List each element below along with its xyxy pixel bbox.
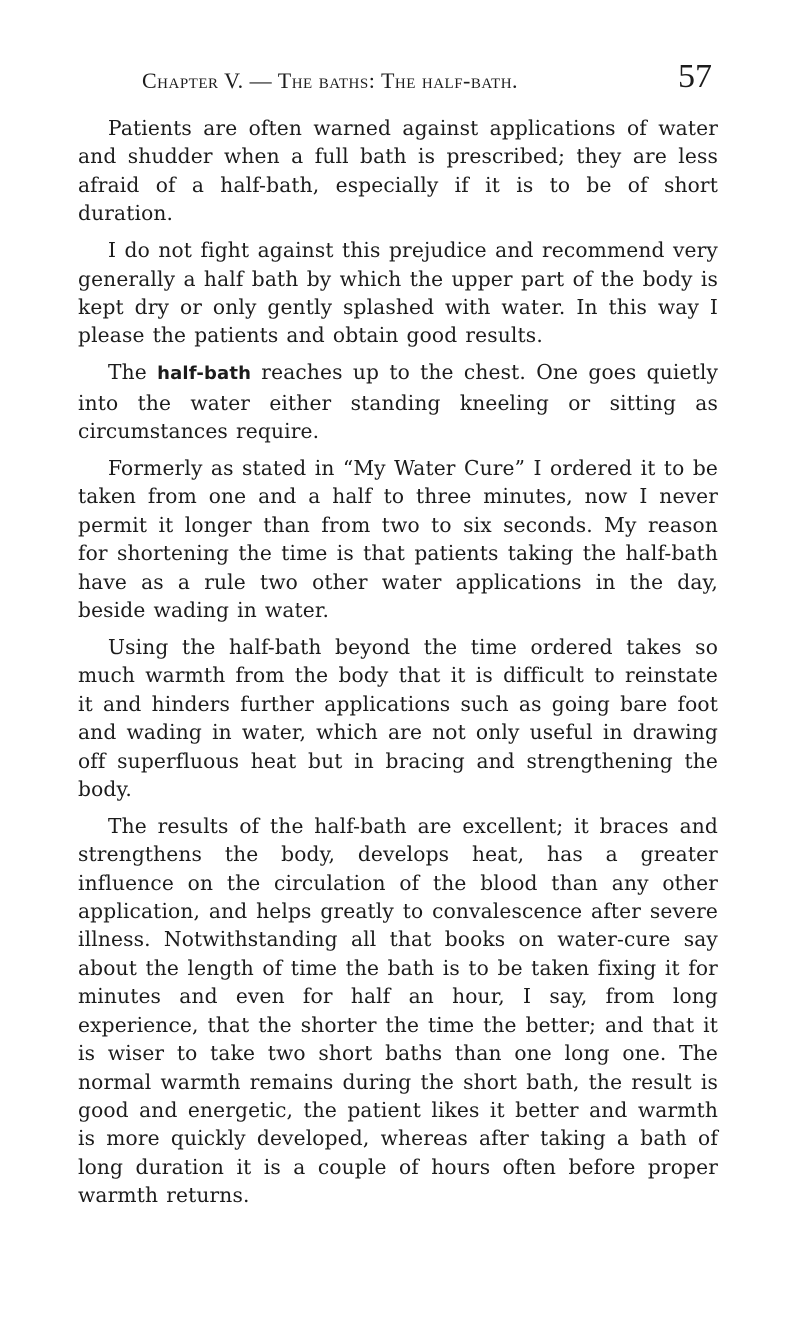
bold-term-half-bath: half-bath — [157, 363, 252, 385]
running-head-separator: — — [249, 68, 273, 93]
paragraph-3-rest: reaches up to the chest. One goes quietly into the water either standing kneeling or sitting as circumstances require. — [78, 360, 718, 444]
paragraph-2: I do not fight against this prejudice and recommend very generally a half bath by which the upper part of the body is kept dry or only gently splashed with water. In this way I please the patients and obtain good results. — [78, 238, 718, 348]
page-number: 57 — [678, 58, 712, 95]
paragraph-6: The results of the half-bath are excellent; it braces and strengthens the body, develops heat, has a greater influence on the circulation of the blood than any other application, and helps greatly to convalescence after severe illness. Notwithstanding all that books on water-cure say about the length of time the bath is to be taken fixing it for minutes and even for half an hour, I say, from long experience, that the shorter the time the better; and that it is wiser to take two short baths than one long one. The normal warmth remains during the short bath, the result is good and energetic, the patient likes it better and warmth is more quickly developed, whereas after taking a bath of long duration it is a couple of hours often before proper warmth returns. — [78, 813, 718, 1208]
section-title: The baths: The half-bath. — [277, 68, 519, 93]
running-head-title — [142, 68, 518, 94]
paragraph-3-lead: The — [108, 360, 158, 385]
paragraph-3 — [78, 358, 718, 445]
paragraph-1: Patients are often warned against applications of water and shudder when a full bath is prescribed; they are less afraid of a half-bath, especially if it is to be of short duration. — [78, 116, 718, 226]
paragraph-5: Using the half-bath beyond the time ordered takes so much warmth from the body that it is difficult to reinstate it and hinders further applications such as going bare foot and wading in water, which are not only useful in drawing off superfluous heat but in bracing and strengthening the body. — [78, 634, 718, 801]
paragraph-4: Formerly as stated in “My Water Cure” I ordered it to be taken from one and a half to three minutes, now I never permit it longer than from two to six seconds. My reason for shortening the time is that patients taking the half-bath have as a rule two other water applications in the day, beside wading in water. — [78, 455, 718, 622]
chapter-label: Chapter V. — [142, 68, 244, 93]
body-text — [78, 114, 718, 1218]
running-head — [72, 60, 712, 104]
